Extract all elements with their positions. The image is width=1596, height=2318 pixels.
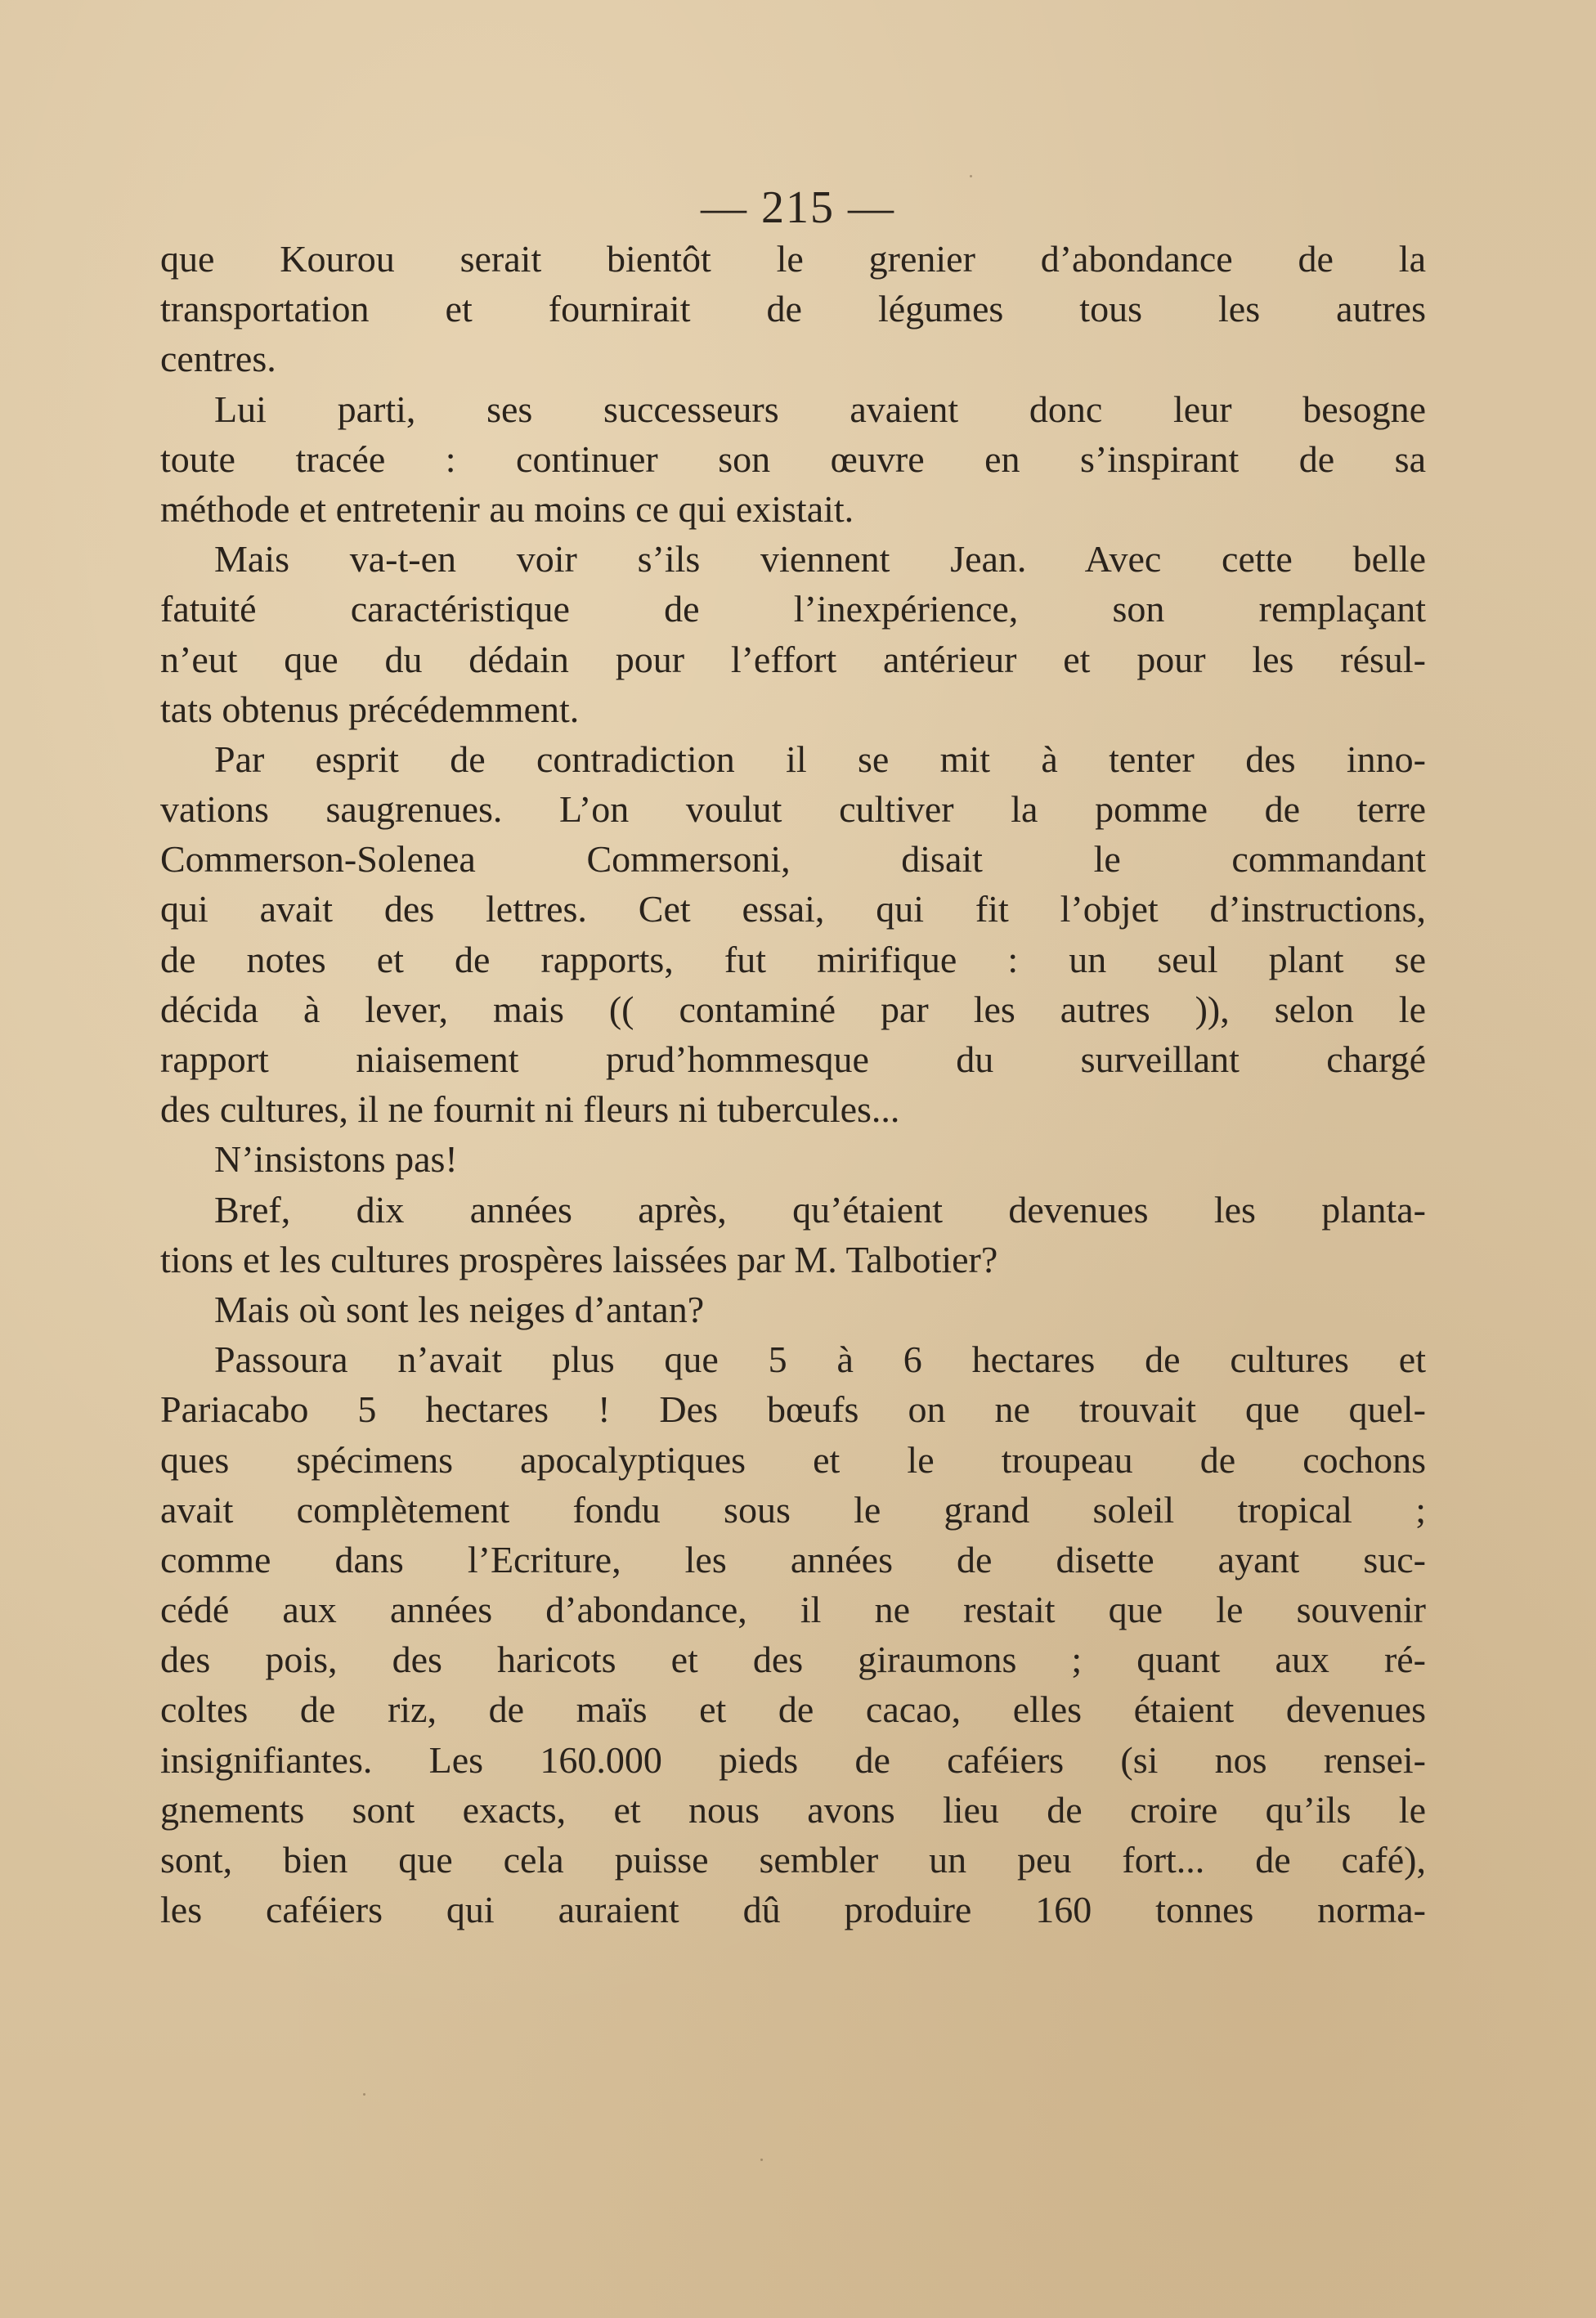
text-line: n’eut que du dédain pour l’effort antérieur et pour les résul- [160, 638, 1426, 680]
text-line: vations saugrenues. L’on voulut cultiver la pomme de terre [160, 788, 1426, 831]
text-line: méthode et entretenir au moins ce qui existait. [160, 487, 854, 530]
text-line: de notes et de rapports, fut mirifique : un seul plant se [160, 938, 1426, 980]
text-line: avait complètement fondu sous le grand soleil tropical ; [160, 1488, 1426, 1531]
body-text [160, 234, 1426, 1935]
text-line: gnements sont exacts, et nous avons lieu de croire qu’ils le [160, 1788, 1426, 1831]
text-line: tions et les cultures prospères laissées par M. Talbotier? [160, 1238, 998, 1280]
text-line: ques spécimens apocalyptiques et le troupeau de cochons [160, 1438, 1426, 1481]
paper-speck [760, 2159, 763, 2161]
text-line: centres. [160, 338, 276, 380]
text-line: Passoura n’avait plus que 5 à 6 hectares de cultures et [214, 1338, 1426, 1381]
text-line: tats obtenus précédemment. [160, 688, 580, 730]
paper-speck [970, 175, 972, 177]
text-line: qui avait des lettres. Cet essai, qui fit l’objet d’instructions, [160, 888, 1426, 930]
paper-speck [363, 2093, 365, 2096]
text-line: des cultures, il ne fournit ni fleurs ni tubercules... [160, 1088, 900, 1131]
page-number: — 215 — [701, 182, 895, 233]
text-line: toute tracée : continuer son œuvre en s’inspirant de sa [160, 437, 1426, 480]
text-line: Mais où sont les neiges d’antan? [214, 1288, 705, 1330]
text-line: Mais va-t-en voir s’ils viennent Jean. Avec cette belle [214, 538, 1426, 581]
text-line: sont, bien que cela puisse sembler un peu fort... de café), [160, 1839, 1426, 1881]
text-line: que Kourou serait bientôt le grenier d’abondance de la [160, 238, 1426, 280]
text-line: cédé aux années d’abondance, il ne restait que le souvenir [160, 1589, 1426, 1631]
text-line: rapport niaisement prud’hommesque du surveillant chargé [160, 1038, 1426, 1080]
text-line: Pariacabo 5 hectares ! Des bœufs on ne trouvait que quel- [160, 1388, 1426, 1431]
text-line: Bref, dix années après, qu’étaient devenues les planta- [214, 1188, 1426, 1231]
text-line: Commerson-Solenea Commersoni, disait le commandant [160, 838, 1426, 881]
text-line: fatuité caractéristique de l’inexpérience, son remplaçant [160, 588, 1426, 630]
text-line: insignifiantes. Les 160.000 pieds de caféiers (si nos rensei- [160, 1738, 1426, 1781]
text-line: Lui parti, ses successeurs avaient donc leur besogne [214, 388, 1426, 430]
text-line: comme dans l’Ecriture, les années de disette ayant suc- [160, 1538, 1426, 1580]
text-line: décida à lever, mais (( contaminé par les autres )), selon le [160, 988, 1426, 1030]
text-line: transportation et fournirait de légumes tous les autres [160, 288, 1426, 330]
text-line: N’insistons pas! [214, 1138, 458, 1181]
text-line: Par esprit de contradiction il se mit à tenter des inno- [214, 738, 1426, 780]
text-line: les caféiers qui auraient dû produire 160 tonnes norma- [160, 1889, 1426, 1931]
text-line: des pois, des haricots et des giraumons ; quant aux ré- [160, 1639, 1426, 1681]
text-line: coltes de riz, de maïs et de cacao, elles étaient devenues [160, 1688, 1426, 1731]
